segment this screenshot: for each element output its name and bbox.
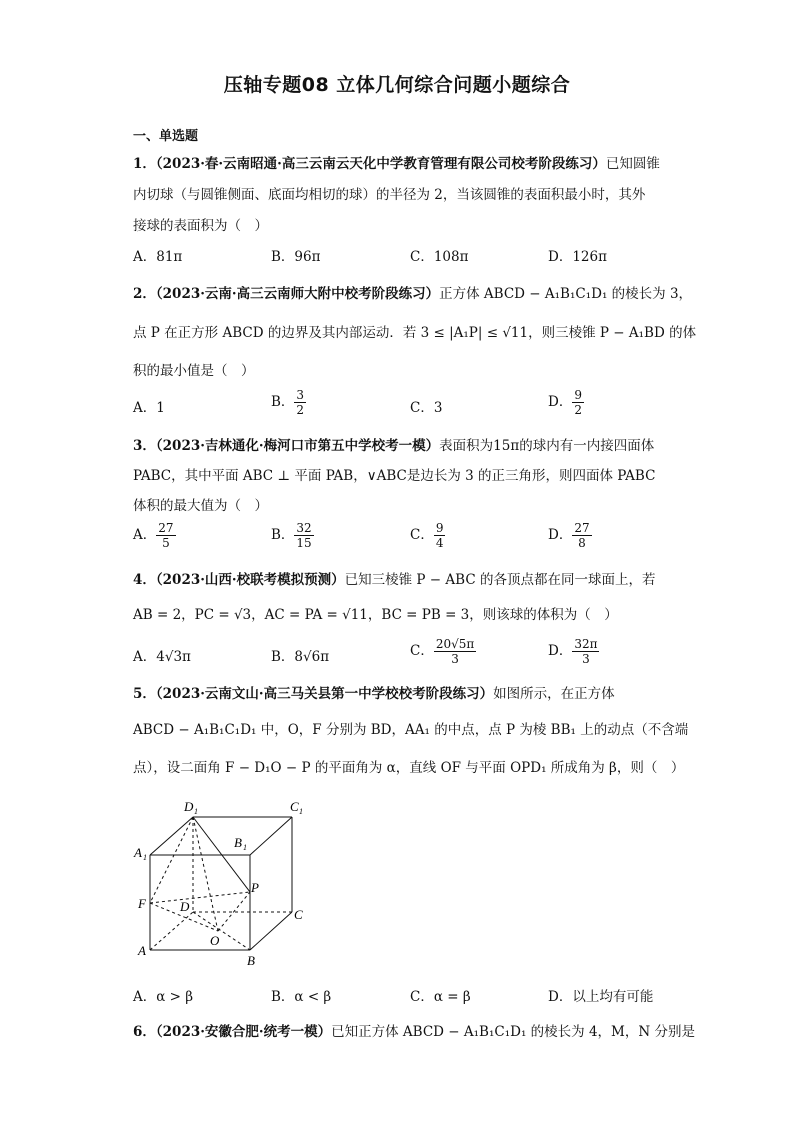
q2-number: 2．	[133, 286, 156, 302]
q6-text-1: 已知正方体 ABCD − A₁B₁C₁D₁ 的棱长为 4，M，N 分别是	[331, 1024, 695, 1040]
q2-line1	[133, 282, 692, 302]
q4-number: 4．	[133, 572, 156, 588]
q1-line1	[133, 152, 660, 172]
q3-option-d-fraction	[572, 521, 591, 550]
label-d: D	[180, 899, 190, 914]
q4-source: （2023·山西·校联考模拟预测）	[155, 572, 345, 588]
q1-option-b: B．96π	[271, 249, 321, 265]
fraction-denominator: 15	[296, 536, 312, 550]
label-o: O	[210, 933, 220, 948]
label-a1-sub: 1	[143, 853, 147, 862]
q3-option-b-label: B．	[271, 527, 295, 543]
edge-bc	[250, 912, 292, 950]
label-a1: A	[134, 845, 142, 860]
q2-option-c: C．3	[410, 400, 443, 416]
q5-option-a: A．α > β	[133, 989, 194, 1005]
label-c1: C	[290, 799, 299, 814]
edge-ad	[150, 912, 193, 950]
fraction-denominator: 5	[162, 536, 170, 550]
fraction-numerator: 32π	[574, 637, 598, 651]
q5-option-d: D．以上均有可能	[548, 989, 654, 1005]
fraction-numerator: 27	[574, 521, 590, 535]
q6-number: 6．	[133, 1024, 156, 1040]
q1-text-1: 已知圆锥	[605, 156, 660, 172]
seg-d1f	[150, 817, 193, 903]
q2-option-d-fraction	[572, 388, 584, 417]
fraction-denominator: 2	[296, 403, 305, 417]
fraction-numerator: 9	[435, 521, 444, 535]
q2-option-d	[548, 388, 584, 417]
q2-line3: 积的最小值是（ ）	[133, 363, 255, 379]
q5-line1	[133, 682, 615, 702]
diag-db	[193, 912, 250, 950]
seg-fp	[150, 892, 250, 903]
label-c1-sub: 1	[299, 807, 303, 816]
q5-text-1: 如图所示，在正方体	[493, 686, 615, 702]
q3-text-1: 表面积为15π的球内有一内接四面体	[439, 438, 655, 454]
section-heading: 一、单选题	[133, 129, 199, 144]
q1-source: （2023·春·云南昭通·高三云南云天化中学教育管理有限公司校考阶段练习）	[155, 156, 606, 172]
q5-line3: 点），设二面角 F − D₁O − P 的平面角为 α，直线 OF 与平面 OPD₁ 所成角为 β，则（ ）	[133, 760, 685, 776]
q2-option-b-fraction	[294, 388, 306, 417]
q6-source: （2023·安徽合肥·统考一模）	[155, 1024, 332, 1040]
cube-figure	[130, 795, 310, 970]
q3-option-a	[133, 521, 176, 550]
q5-option-b: B．α < β	[271, 989, 332, 1005]
q4-option-c-fraction	[434, 637, 476, 666]
label-b1-sub: 1	[243, 843, 247, 852]
fraction-numerator: 3	[296, 388, 305, 402]
q1-option-d: D．126π	[548, 249, 607, 265]
q5-number: 5．	[133, 686, 156, 702]
q3-number: 3．	[133, 438, 156, 454]
q5-option-c: C．α = β	[410, 989, 471, 1005]
q3-option-b	[271, 521, 314, 550]
label-b1: B	[234, 835, 242, 850]
fraction-numerator: 20√5π	[435, 637, 475, 651]
q4-line1	[133, 568, 655, 588]
q4-option-c-label: C．	[410, 643, 434, 659]
q1-option-c: C．108π	[410, 249, 469, 265]
label-a: A	[138, 943, 146, 958]
q1-line2: 内切球（与圆锥侧面、底面均相切的球）的半径为 2，当该圆锥的表面积最小时，其外	[133, 187, 646, 203]
q3-option-d	[548, 521, 592, 550]
q3-option-a-fraction	[156, 521, 175, 550]
fraction-denominator: 8	[578, 536, 586, 550]
q1-number: 1．	[133, 156, 156, 172]
q3-option-c	[410, 521, 445, 550]
label-b: B	[247, 953, 255, 968]
q5-line2: ABCD − A₁B₁C₁D₁ 中，O，F 分别为 BD，AA₁ 的中点，点 P 为棱 BB₁ 上的动点（不含端	[133, 722, 689, 738]
q1-line3: 接球的表面积为（ ）	[133, 218, 268, 234]
q3-line1	[133, 434, 654, 454]
fraction-denominator: 3	[582, 652, 590, 666]
q5-source: （2023·云南文山·高三马关县第一中学校校考阶段练习）	[155, 686, 494, 702]
q4-option-c	[410, 637, 476, 666]
q3-line2: PABC，其中平面 ABC ⊥ 平面 PAB，∨ABC是边长为 3 的正三角形，则四面体 PABC	[133, 468, 656, 484]
q4-option-d	[548, 637, 599, 666]
q6-line1	[133, 1020, 695, 1040]
q2-text-1: 正方体 ABCD − A₁B₁C₁D₁ 的棱长为 3，	[439, 286, 693, 302]
q4-option-a: A．4√3π	[133, 649, 191, 665]
fraction-numerator: 9	[574, 388, 582, 402]
q3-option-c-label: C．	[410, 527, 434, 543]
q4-line2: AB = 2，PC = √3，AC = PA = √11，BC = PB = 3，则该球的体积为（ ）	[133, 607, 618, 623]
q4-option-d-label: D．	[548, 643, 573, 659]
fraction-numerator: 27	[158, 521, 174, 535]
q4-option-b: B．8√6π	[271, 649, 330, 665]
q2-source: （2023·云南·高三云南师大附中校考阶段练习）	[155, 286, 440, 302]
q2-option-a: A．1	[133, 400, 165, 416]
label-f: F	[138, 896, 146, 911]
fraction-numerator: 32	[296, 521, 312, 535]
q3-option-c-fraction	[434, 521, 446, 550]
label-p: P	[251, 880, 259, 895]
label-c: C	[294, 907, 303, 922]
q1-option-a: A．81π	[133, 249, 183, 265]
page-title: 压轴专题08 立体几何综合问题小题综合	[223, 74, 571, 96]
q4-option-d-fraction	[572, 637, 599, 666]
q2-option-b-label: B．	[271, 394, 295, 410]
edge-b1c1	[250, 817, 292, 855]
label-d1-sub: 1	[194, 807, 198, 816]
fraction-denominator: 4	[435, 536, 444, 550]
q2-option-b	[271, 388, 306, 417]
q4-text-1: 已知三棱锥 P − ABC 的各顶点都在同一球面上，若	[344, 572, 656, 588]
q2-option-d-label: D．	[548, 394, 573, 410]
edge-a1d1	[150, 817, 193, 855]
label-d1: D	[184, 799, 194, 814]
seg-op	[218, 892, 250, 931]
q2-line2: 点 P 在正方形 ABCD 的边界及其内部运动．若 3 ≤ |A₁P| ≤ √11，则三棱锥 P − A₁BD 的体	[133, 325, 697, 341]
q3-option-a-label: A．	[133, 527, 157, 543]
fraction-denominator: 3	[451, 652, 459, 666]
q3-source: （2023·吉林通化·梅河口市第五中学校考一模）	[155, 438, 440, 454]
q3-option-d-label: D．	[548, 527, 573, 543]
fraction-denominator: 2	[574, 403, 582, 417]
q3-option-b-fraction	[294, 521, 313, 550]
q3-line3: 体积的最大值为（ ）	[133, 498, 268, 514]
